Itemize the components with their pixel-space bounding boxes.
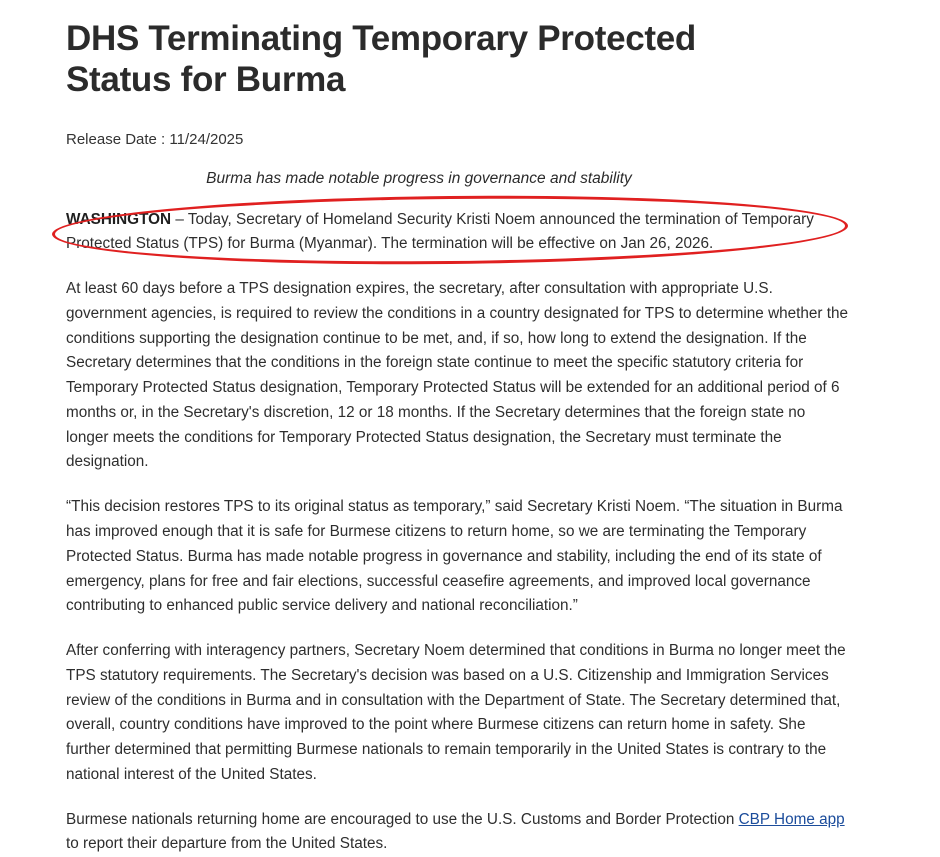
- release-date-value: 11/24/2025: [169, 130, 244, 148]
- release-date-label: Release Date :: [66, 130, 166, 148]
- page-title: DHS Terminating Temporary Protected Status for Burma: [66, 19, 696, 100]
- subheadline: Burma has made notable progress in governance and stability: [206, 169, 632, 187]
- body-paragraph-4: [66, 808, 852, 857]
- cbp-home-app-link[interactable]: CBP Home app: [738, 810, 845, 828]
- body-paragraph-2: “This decision restores TPS to its original status as temporary,” said Secretary Kristi Noem. “The situation in Burma has improved enough that it is safe for Burmese citizens to return home, so we are terminating the Temporary Protected Status. Burma has made notable progress in governance and stability, including the end of its state of emergency, plans for free and fair elections, successful ceasefire agreements, and improved local governance contributing to enhanced public service delivery and national reconciliation.”: [66, 498, 843, 615]
- dateline: WASHINGTON: [66, 210, 172, 228]
- body-paragraph-1: At least 60 days before a TPS designation expires, the secretary, after consultation with appropriate U.S. government agencies, is required to review the conditions in a country designated for TPS to determine whether the conditions supporting the designation continue to be met, and, if so, how long to extend the designation. If the Secretary determines that the conditions in the foreign state continue to meet the specific statutory criteria for Temporary Protected Status designation, Temporary Protected Status will be extended for an additional period of 6 months or, in the Secretary's discretion, 12 or 18 months. If the Secretary determines that the foreign state no longer meets the conditions for Temporary Protected Status designation, the Secretary must terminate the designation.: [66, 280, 849, 471]
- final-paragraph-after-link: to report their departure from the United States.: [66, 835, 388, 853]
- final-paragraph-before-link: Burmese nationals returning home are encouraged to use the U.S. Customs and Border Protection: [66, 810, 739, 828]
- lead-paragraph-text: – Today, Secretary of Homeland Security Kristi Noem announced the termination of Temporary Protected Status (TPS) for Burma (Myanmar). The termination will be effective on Jan 26, 2026.: [66, 210, 814, 253]
- release-date-line: [66, 131, 852, 148]
- lead-paragraph: [66, 208, 852, 258]
- body-paragraph-3: After conferring with interagency partners, Secretary Noem determined that conditions in Burma no longer meet the TPS statutory requirements. The Secretary's decision was based on a U.S. Citizenship and Immigration Services review of the conditions in Burma and in consultation with the Department of State. The Secretary determined that, overall, country conditions have improved to the point where Burmese citizens can return home in safety. She further determined that permitting Burmese nationals to remain temporarily in the United States is contrary to the national interest of the United States.: [66, 642, 846, 783]
- highlighted-lead-region: [66, 208, 852, 258]
